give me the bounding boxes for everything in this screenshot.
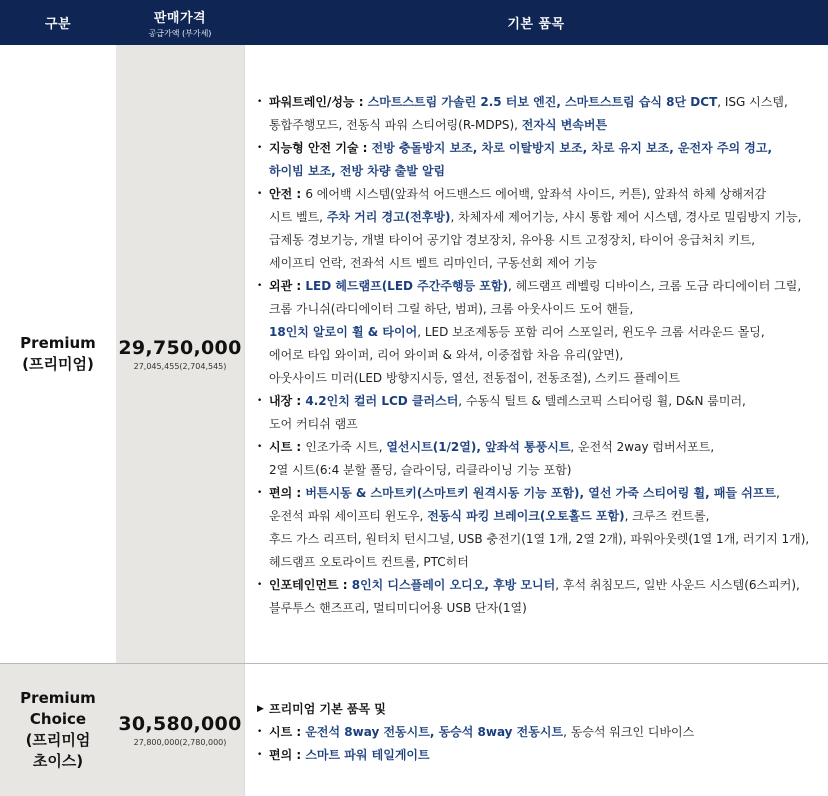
trim-name: Premium Choice (프리미엄 초이스) <box>0 664 116 796</box>
list-item-base: ▶ 프리미엄 기본 품목 및 <box>257 698 820 721</box>
bullet-icon: • <box>257 189 263 199</box>
table-row-premium <box>0 45 828 663</box>
bullet-icon: • <box>257 97 263 107</box>
bullet-icon: • <box>257 580 263 590</box>
items-cell <box>244 664 828 796</box>
header-items: 기본 품목 <box>507 17 565 32</box>
price: 29,750,000 <box>118 337 242 359</box>
bullet-icon: • <box>257 143 263 153</box>
supply-price: 27,045,455(2,704,545) <box>133 362 227 371</box>
header-category: 구분 <box>44 17 72 32</box>
item-list <box>257 91 820 620</box>
bullet-icon: • <box>257 396 263 406</box>
list-item-safety: • 안전 : 6 에어백 시스템(앞좌석 어드밴스드 에어백, 앞좌석 사이드, 커튼), 앞좌석 하체 상해저감 시트 벨트, 주차 거리 경고(전후방), 차체자세 제어기능, 샤시 통합 제어 시스템, 경사로 밀림방지 기능, 급제동 경보기능, 개별 타이어 공기압 경보장치, 유아용 시트 고정장치, 타이어 응급처치 키트, 세이프티 언락, 전좌석 시트 벨트 리마인더, 구동선회 제어 기능 <box>257 183 820 275</box>
table-row-premium-choice <box>0 663 828 796</box>
list-item-convenience: • 편의 : 버튼시동 & 스마트키(스마트키 원격시동 기능 포함), 열선 가죽 스티어링 휠, 패들 쉬프트, 운전석 파워 세이프티 윈도우, 전동식 파킹 브레이크(오토홀드 포함), 크루즈 컨트롤, 후드 가스 리프터, 원터치 턴시그널, USB 충전기(1열 1개, 2열 2개), 파워아웃렛(1열 1개, 러기지 1개), 헤드램프 오토라이트 컨트롤, PTC히터 <box>257 482 820 574</box>
price: 30,580,000 <box>118 713 242 735</box>
list-item-seat: • 시트 : 인조가죽 시트, 열선시트(1/2열), 앞좌석 통풍시트, 운전석 2way 럼버서포트, 2열 시트(6:4 분할 폴딩, 슬라이딩, 리클라이닝 기능 포함) <box>257 436 820 482</box>
supply-price: 27,800,000(2,780,000) <box>133 738 227 747</box>
arrow-right-icon: ▶ <box>257 704 264 714</box>
table-header <box>0 0 828 45</box>
price-cell <box>116 45 244 663</box>
list-item-powertrain: • 파워트레인/성능 : 스마트스트림 가솔린 2.5 터보 엔진, 스마트스트림 습식 8단 DCT, ISG 시스템, 통합주행모드, 전동식 파워 스티어링(R-MDPS), 전자식 변속버튼 <box>257 91 820 137</box>
header-price: 판매가격 공급가액 (부가세) <box>148 10 212 38</box>
item-list <box>257 698 820 767</box>
bullet-icon: • <box>257 727 263 737</box>
trim-name: Premium (프리미엄) <box>20 334 96 373</box>
bullet-icon: • <box>257 488 263 498</box>
bullet-icon: • <box>257 750 263 760</box>
list-item-safety-tech: • 지능형 안전 기술 : 전방 충돌방지 보조, 차로 이탈방지 보조, 차로 유지 보조, 운전자 주의 경고, 하이빔 보조, 전방 차량 출발 알림 <box>257 137 820 183</box>
bullet-icon: • <box>257 442 263 452</box>
list-item-interior: • 내장 : 4.2인치 컬러 LCD 클러스터, 수동식 틸트 & 텔레스코픽 스티어링 휠, D&N 룸미러, 도어 커티쉬 램프 <box>257 390 820 436</box>
bullet-icon: • <box>257 281 263 291</box>
price-cell <box>116 664 244 796</box>
list-item-infotainment: • 인포테인먼트 : 8인치 디스플레이 오디오, 후방 모니터, 후석 취침모드, 일반 사운드 시스템(6스피커), 블루투스 핸즈프리, 멀티미디어용 USB 단자(1열) <box>257 574 820 620</box>
list-item-exterior: • 외관 : LED 헤드램프(LED 주간주행등 포함), 헤드램프 레벨링 디바이스, 크롬 도금 라디에이터 그릴, 크롬 가니쉬(라디에이터 그릴 하단, 범퍼), 크롬 아웃사이드 도어 핸들, 18인치 알로이 휠 & 타이어, LED 보조제동등 포함 리어 스포일러, 윈도우 크롬 서라운드 몰딩, 에어로 타입 와이퍼, 리어 와이퍼 & 와셔, 이중접합 차음 유리(앞면), 아웃사이드 미러(LED 방향지시등, 열선, 전동접이, 전동조절), 스키드 플레이트 <box>257 275 820 390</box>
items-cell <box>244 45 828 663</box>
list-item-convenience: • 편의 : 스마트 파워 테일게이트 <box>257 744 820 767</box>
list-item-seat: • 시트 : 운전석 8way 전동시트, 동승석 8way 전동시트, 동승석 워크인 디바이스 <box>257 721 820 744</box>
